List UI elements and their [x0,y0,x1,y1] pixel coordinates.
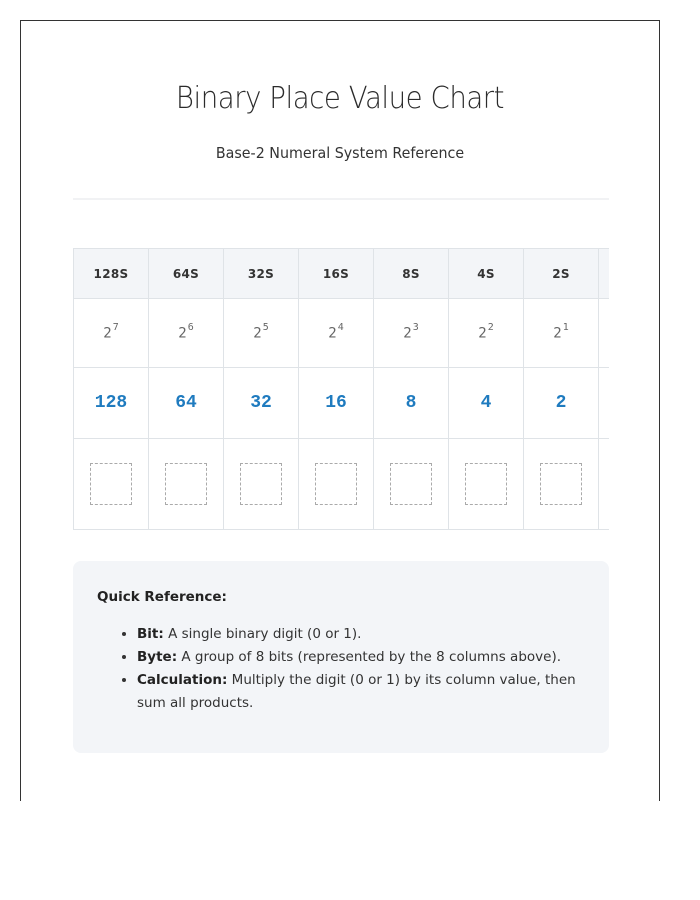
power-cell [149,299,224,368]
digit-input-box-8[interactable] [390,463,432,505]
power-base: 2 [478,325,487,342]
place-value-table [73,248,609,530]
divider [73,198,609,200]
power-base: 2 [253,325,262,342]
place-value-cell: 8 [374,368,449,439]
power-cell [74,299,149,368]
place-value-cell: 16 [299,368,374,439]
digit-cell [599,439,610,530]
column-header-row [74,249,610,299]
column-header-1s [599,249,610,299]
place-value-cell [599,368,610,439]
digit-cell [149,439,224,530]
column-header-8s: 8S [374,249,449,299]
power-exponent: 4 [337,322,344,334]
digit-input-box-128[interactable] [90,463,132,505]
place-value-table-container[interactable] [73,248,609,530]
quick-reference-heading: Quick Reference: [97,589,227,605]
place-value-cell: 32 [224,368,299,439]
digit-input-box-16[interactable] [315,463,357,505]
place-value-cell: 128 [74,368,149,439]
power-cell [449,299,524,368]
quick-reference-list [97,623,585,715]
place-value-cell: 2 [524,368,599,439]
page-subtitle: Base-2 Numeral System Reference [215,144,465,162]
power-cell [299,299,374,368]
power-exponent: 3 [412,322,419,334]
power-exponent: 6 [187,322,194,334]
power-row [74,299,610,368]
power-base: 2 [178,325,187,342]
reference-definition: A group of 8 bits (represented by the 8 columns above). [177,649,562,665]
digit-cell [299,439,374,530]
digit-cell [524,439,599,530]
column-header-64s: 64S [149,249,224,299]
quick-reference-panel [73,561,609,753]
value-row [74,368,610,439]
power-cell [524,299,599,368]
digit-input-box-64[interactable] [165,463,207,505]
column-header-32s: 32S [224,249,299,299]
reference-item-bit [137,623,585,646]
power-exponent: 1 [562,322,569,334]
page-frame [20,20,660,801]
power-base: 2 [103,325,112,342]
power-cell [599,299,610,368]
digit-cell [224,439,299,530]
place-value-cell: 4 [449,368,524,439]
column-header-4s: 4S [449,249,524,299]
digit-input-box-4[interactable] [465,463,507,505]
power-cell [224,299,299,368]
power-base: 2 [328,325,337,342]
reference-term: Bit: [137,626,164,642]
digit-cell [74,439,149,530]
column-header-2s: 2S [524,249,599,299]
column-header-128s: 128S [74,249,149,299]
reference-definition: A single binary digit (0 or 1). [163,626,362,642]
column-header-16s: 16S [299,249,374,299]
power-base: 2 [403,325,412,342]
power-exponent: 2 [487,322,494,334]
power-base: 2 [553,325,562,342]
power-exponent: 7 [112,322,119,334]
reference-definition: Multiply the digit (0 or 1) by its column value, then sum all products. [137,672,576,711]
reference-item-byte [137,646,585,669]
digit-cell [449,439,524,530]
power-cell [374,299,449,368]
digit-input-row [74,439,610,530]
digit-input-box-32[interactable] [240,463,282,505]
reference-term: Byte: [137,649,178,665]
digit-cell [374,439,449,530]
reference-term: Calculation: [137,672,228,688]
page-title: Binary Place Value Chart [175,81,505,116]
place-value-cell: 64 [149,368,224,439]
reference-item-calculation [137,669,585,715]
digit-input-box-2[interactable] [540,463,582,505]
power-exponent: 5 [262,322,269,334]
